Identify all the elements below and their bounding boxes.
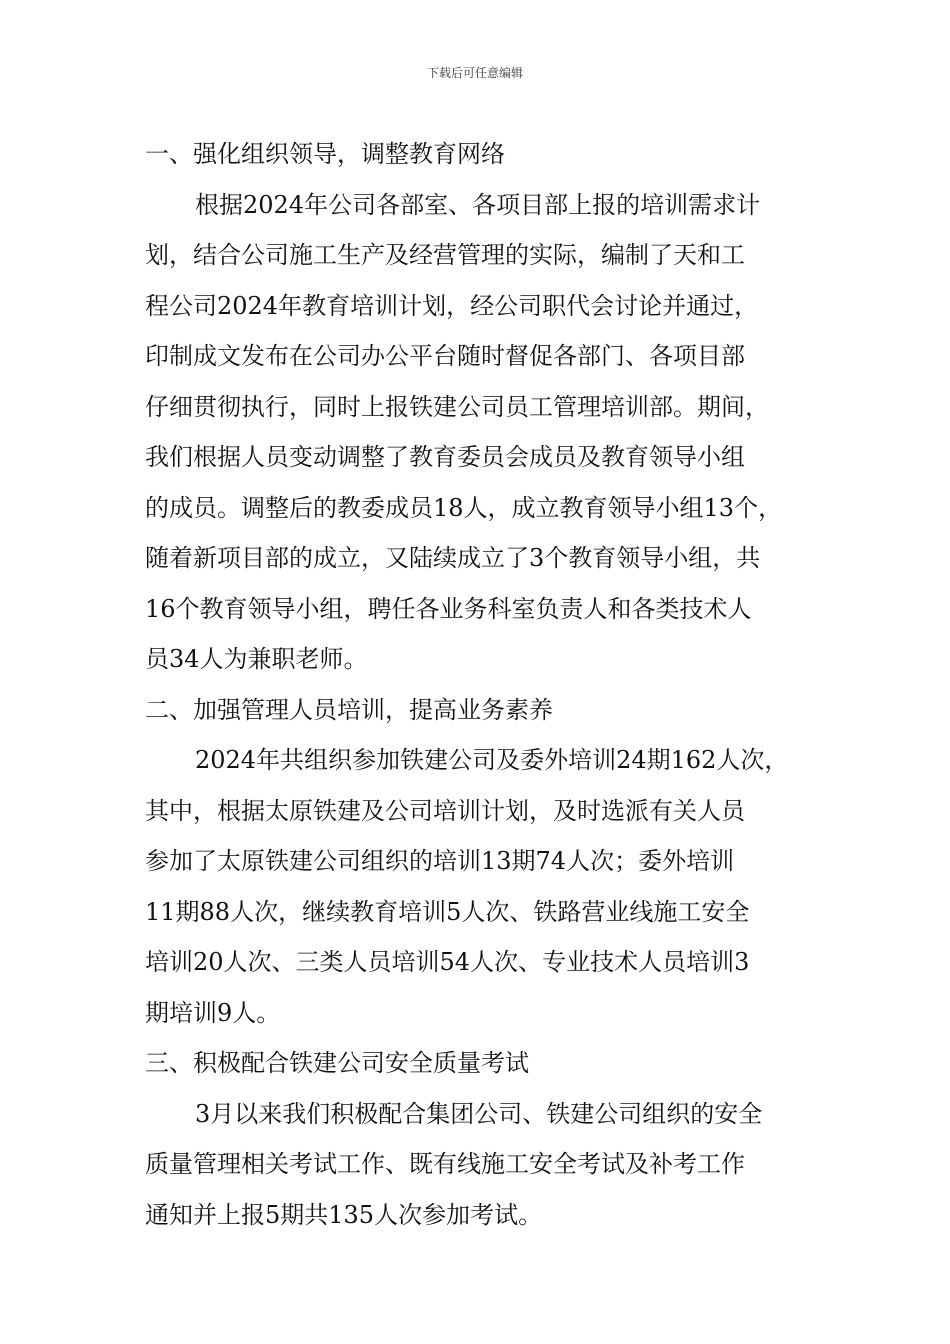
paragraph-line: 期培训9人。 [145,998,281,1027]
paragraph-line: 培训20人次、三类人员培训54人次、专业技术人员培训3 [145,948,750,976]
paragraph-line: 11期88人次，继续教育培训5人次、铁路营业线施工安全 [145,897,750,926]
paragraph-line: 质量管理相关考试工作、既有线施工安全考试及补考工作 [145,1150,745,1178]
paragraph-line: 随着新项目部的成立，又陆续成立了3个教育领导小组，共 [145,544,761,572]
section-heading-1: 一、强化组织领导，调整教育网络 [145,140,505,168]
paragraph-line: 我们根据人员变动调整了教育委员会成员及教育领导小组 [145,443,745,471]
paragraph-line: 划，结合公司施工生产及经营管理的实际，编制了天和工 [145,241,745,269]
page-header: 下载后可任意编辑 [426,66,523,80]
paragraph-line: 的成员。调整后的教委成员18人，成立教育领导小组13个， [145,493,783,522]
paragraph-line: 根据2024年公司各部室、各项目部上报的培训需求计 [195,190,761,219]
paragraph-line: 16个教育领导小组，聘任各业务科室负责人和各类技术人 [145,594,752,623]
paragraph-line: 印制成文发布在公司办公平台随时督促各部门、各项目部 [145,342,745,370]
paragraph-line: 员34人为兼职老师。 [145,645,368,673]
document-body [145,129,825,1240]
paragraph-line: 程公司2024年教育培训计划，经公司职代会讨论并通过， [145,291,759,320]
section-heading-3: 三、积极配合铁建公司安全质量考试 [145,1049,529,1077]
section-heading-2: 二、加强管理人员培训，提高业务素养 [145,695,553,724]
paragraph-line: 2024年共组织参加铁建公司及委外培训24期162人次， [195,746,789,774]
paragraph-line: 通知并上报5期共135人次参加考试。 [145,1200,543,1229]
paragraph-line: 仔细贯彻执行，同时上报铁建公司员工管理培训部。期间， [145,392,769,421]
paragraph-line: 其中，根据太原铁建及公司培训计划，及时选派有关人员 [145,796,745,825]
paragraph-line: 3月以来我们积极配合集团公司、铁建公司组织的安全 [195,1099,763,1128]
paragraph-line: 参加了太原铁建公司组织的培训13期74人次；委外培训 [145,847,735,875]
